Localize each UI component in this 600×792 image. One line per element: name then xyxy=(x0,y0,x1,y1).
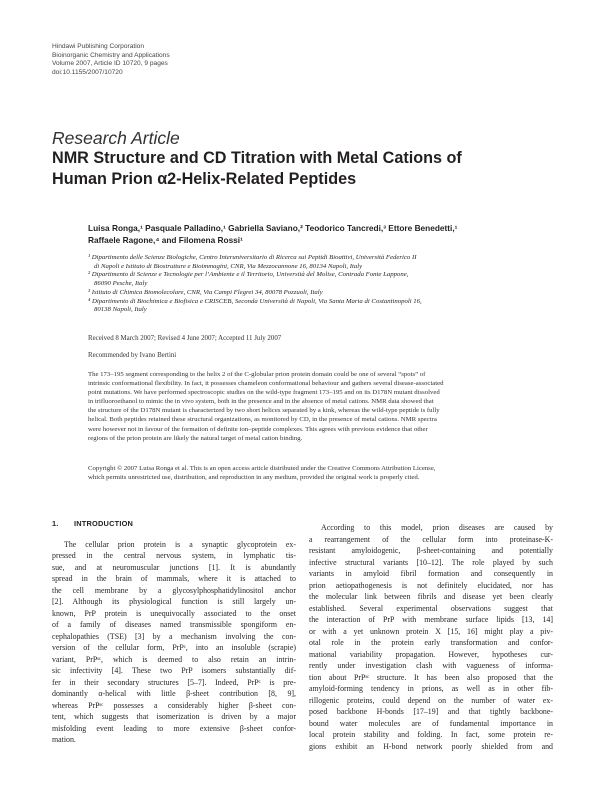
body-line: tion about PrPˢᶜ structure. It has been also proposed that the xyxy=(309,672,553,682)
affiliations xyxy=(88,254,568,315)
article-type: Research Article xyxy=(52,128,180,148)
body-line: variants in amyloid fibril formation and consequently in xyxy=(309,569,553,578)
body-line: of a family of diseases named transmissible spongiform en- xyxy=(52,620,296,629)
body-line: mation. xyxy=(52,735,76,744)
body-line: According to this model, prion diseases are caused by xyxy=(321,523,553,532)
body-line: [2]. Although its physiological function is still largely un- xyxy=(52,597,296,606)
body-line: the molecular link between fibrils and disease yet been clearly xyxy=(309,592,553,601)
body-line: established. Several experimental observations suggest that xyxy=(309,603,553,613)
affiliation-line: ³ Istituto di Chimica Biomolecolare, CNR, Via Campi Flegrei 34, 80078 Pozzuoli, Italy xyxy=(88,288,323,296)
body-line: prion aetiopathogenesis is not definitely elucidated, nor has xyxy=(309,580,553,590)
body-line: resistant amyloidogenic, β-sheet-containing and potentially xyxy=(309,546,553,555)
section-number: 1. xyxy=(52,519,59,528)
body-line: otal role in the protein early transformation and confor- xyxy=(309,638,553,647)
publication-dates: Received 8 March 2007; Revised 4 June 2007; Accepted 11 July 2007 xyxy=(88,335,282,342)
body-line: or with a yet unknown protein X [15, 16] might play a piv- xyxy=(309,626,553,636)
affiliation-line: 80138 Napoli, Italy xyxy=(94,306,147,314)
body-line: pressed in the central nervous system, in lymphatic tis- xyxy=(52,551,296,560)
body-line: tent, which suggests that isomerization is driven by a major xyxy=(52,712,296,721)
body-line: bound water molecules are of fundamental importance in xyxy=(309,718,553,728)
article-title xyxy=(52,148,572,189)
affiliation-1 xyxy=(88,254,568,271)
title-line: Human Prion α2-Helix-Related Peptides xyxy=(52,169,357,188)
body-line: variant, PrPˢᶜ, which is deemed to also retain an intrin- xyxy=(52,654,296,664)
affiliation-line: 86090 Pesche, Italy xyxy=(94,280,148,288)
author-line: Raffaele Ragone,⁴ and Filomena Rossi¹ xyxy=(88,234,243,245)
body-line: sue, and at neuromuscular junctions [1]. It is abundantly xyxy=(52,562,296,572)
body-line: misfolding event leading to more extensive β-sheet confor- xyxy=(52,723,296,733)
left-column xyxy=(52,518,296,746)
copyright-line: Copyright © 2007 Luisa Ronga et al. This is an open access article distributed under the Creative Commons Attribution License, xyxy=(88,465,436,472)
body-line: rently under investigation clash with vagueness of informa- xyxy=(309,661,553,670)
body-line: sic infectivity [4]. These two PrP isomers substantially dif- xyxy=(52,666,296,675)
affiliation-line: ¹ Dipartimento delle Scienze Biologiche, Centro Interuniversitario di Ricerca sui Peptidi Bioattivi, Università Federico II xyxy=(88,254,417,261)
body-line: fer in their secondary structures [5–7]. Indeed, PrPᶜ is pre- xyxy=(52,677,296,687)
volume-info: Volume 2007, Article ID 10720, 9 pages xyxy=(52,60,168,68)
publisher-name: Hindawi Publishing Corporation xyxy=(52,43,144,50)
journal-name: Bioinorganic Chemistry and Applications xyxy=(52,51,170,59)
body-line: cephalopathies (TSE) [3] by a mechanism involving the con- xyxy=(52,631,296,641)
abstract-line: intrinsic conformational flexibility. In fact, it possesses chameleon conformational behaviour and gathers several disease-associated xyxy=(88,380,444,388)
affiliation-2 xyxy=(88,271,568,288)
recommended-by: Recommended by Ivano Bertini xyxy=(88,352,177,359)
body-line: posed backbone H-bonds [17–19] and that tightly backbone- xyxy=(309,707,553,716)
right-column xyxy=(309,522,553,752)
body-line: local protein stability and folding. In fact, some protein re- xyxy=(309,730,553,739)
copyright-notice xyxy=(88,464,554,482)
journal-header xyxy=(52,43,170,77)
copyright-line: which permits unrestricted use, distribution, and reproduction in any medium, provided the original work is properly cited. xyxy=(88,474,420,482)
section-title: INTRODUCTION xyxy=(74,519,134,528)
abstract xyxy=(88,370,554,443)
body-line: The cellular prion protein is a synaptic glycoprotein ex- xyxy=(64,539,296,549)
affiliation-line: ² Dipartimento di Scienze e Tecnologie per l’Ambiente e il Territorio, Università del Molise, Contrada Fonte Lappone, xyxy=(88,271,409,279)
body-line: spread in the brain of mammals, where it is attached to xyxy=(52,574,296,583)
abstract-line: regions of the prion protein are likely the natural target of metal cation binding. xyxy=(88,434,303,442)
author-list xyxy=(88,223,568,246)
body-line: the cell membrane by a glycosylphosphatidylinositol anchor xyxy=(52,585,296,595)
affiliation-4 xyxy=(88,298,568,315)
affiliation-line: ⁴ Dipartimento di Biochimica e Biofisica e CRISCEB, Seconda Università di Napoli, Via Santa Maria di Costantinopoli 16, xyxy=(88,297,422,305)
section-heading xyxy=(52,518,296,530)
body-line: gions exhibit an H-bond network poorly shielded from and xyxy=(309,741,553,751)
body-line: rillogenic proteins, could depend on the number of water ex- xyxy=(309,695,553,705)
body-line: mational variability propagation. However, hypotheses cur- xyxy=(309,649,553,659)
abstract-line: in trifluoroethanol to mimic the in vivo system, both in the presence and in the absence of metal cations. NMR data showed that xyxy=(88,398,434,406)
body-line: amyloid-forming tendency in prions, as well as in other fib- xyxy=(309,684,553,693)
body-line: a rearrangement of the cellular form into proteinase-K- xyxy=(309,534,553,544)
title-line: NMR Structure and CD Titration with Metal Cations of xyxy=(52,149,462,167)
author-line: Luisa Ronga,¹ Pasquale Palladino,¹ Gabriella Saviano,² Teodorico Tancredi,³ Ettore Benedetti,¹ xyxy=(88,223,458,233)
body-line: the interaction of PrP with membrane surface lipids [13, 14] xyxy=(309,615,553,624)
doi: doi:10.1155/2007/10720 xyxy=(52,68,123,76)
body-line: known, PrP protein is unequivocally associated to the onset xyxy=(52,608,296,618)
affiliation-3 xyxy=(88,289,568,298)
abstract-line: were however not in favour of the formation of definite ion–peptide complexes. This agrees with previous evidence that other xyxy=(88,425,428,433)
body-line: dominantly α-helical with little β-sheet contribution [8, 9], xyxy=(52,689,296,698)
abstract-line: helical. Both peptides retained these structural organizations, as monitored by CD, in the presence of metal cations. NMR spectra xyxy=(88,416,437,424)
affiliation-line: di Napoli e Istituto di Biostrutture e Bioimmagini, CNR, Via Mezzocannone 16, 80134 Napoli, Italy xyxy=(94,262,363,270)
abstract-line: the structure of the D178N mutant is characterized by two short helices separated by a kink, whereas the wild-type peptide is fully xyxy=(88,407,440,415)
body-line: version of the cellular form, PrPᶜ, into an insoluble (scrapie) xyxy=(52,643,296,652)
abstract-line: The 173–195 segment corresponding to the helix 2 of the C-globular prion protein domain could be one of several “spots” of xyxy=(88,371,426,378)
abstract-line: point mutations. We have performed spectroscopic studies on the wild-type fragment 173–195 and on its D178N mutant dissolved xyxy=(88,389,440,397)
body-line: whereas PrPˢᶜ possesses a considerably higher β-sheet con- xyxy=(52,700,296,710)
body-line: infective structural variants [10–12]. The role played by such xyxy=(309,557,553,567)
